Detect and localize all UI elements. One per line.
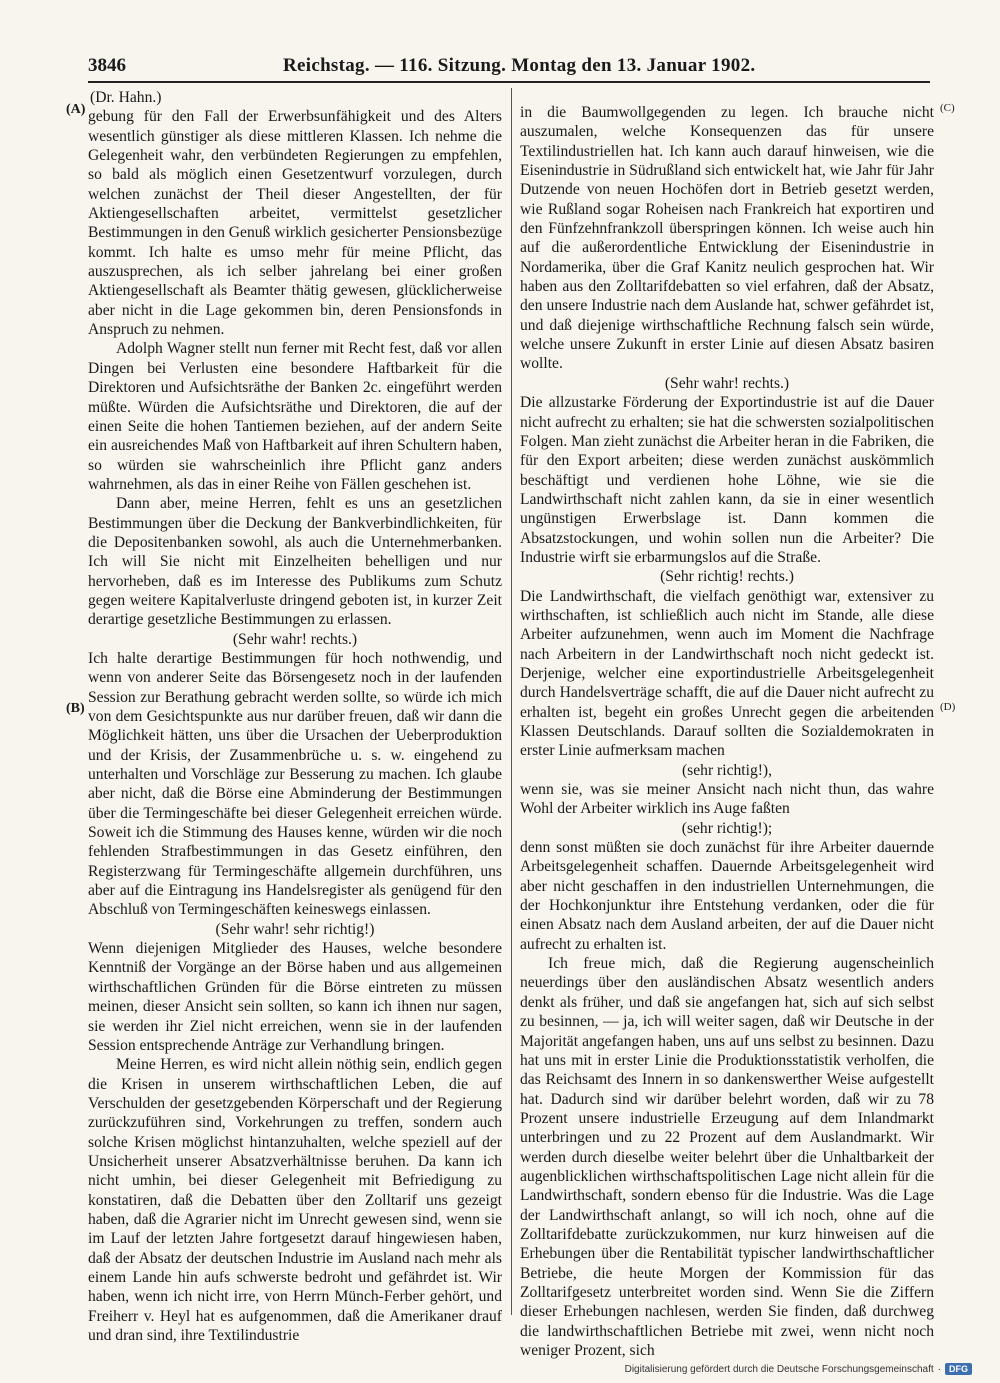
margin-marker-b: (B) [66, 701, 85, 716]
dfg-logo-icon: DFG [945, 1363, 972, 1375]
page-number: 3846 [88, 55, 126, 76]
paragraph: wenn sie, was sie meiner Ansicht nach nicht thun, das wahre Wohl der Arbeiter wirklich ins Auge faßten [520, 781, 934, 818]
speaker-label: (Dr. Hahn.) [90, 89, 162, 106]
paragraph: gebung für den Fall der Erwerbsunfähigkeit und des Alters wesentlich günstiger als diese mittleren Klassen. Ich nehme die Gelegenheit wahr, den verbündeten Regierungen zu empfehlen, so bald als möglich einen Gesetzentwurf vorzulegen, durch welchen zunächst der Theil dieser Angestellten, der für Aktiengesellschaften arbeitet, vermittelst gesetzlicher Bestimmungen in den Genuß wirklich gesicherter Pensionsbezüge kommt. Ich halte es umso mehr für meine Pflicht, das auszusprechen, als ich selber jahrelang bei einer großen Aktiengesellschaft als Beamter thätig gewesen, glücklicherweise aber nicht in die Lage gekommen bin, deren Pensionsfonds in Anspruch zu nehmen. [88, 108, 503, 339]
paragraph: Ich halte derartige Bestimmungen für hoch nothwendig, und wenn von anderer Seite das Börsengesetz noch in der laufenden Session zur Berathung gebracht werden sollte, so würde ich mich von dem Gesichtspunkte aus nur darüber freuen, daß wir dann die Möglichkeit hätten, uns über die Ursachen der Ueberproduktion und der Krisis, der Zusammenbrüche u. s. w. eingehend zu unterhalten und Vorschläge zur Besserung zu machen. Ich glaube aber nicht, daß die Börse eine Abminderung der Bestimmungen über die Termingeschäfte bei dieser Gelegenheit erreichen würde. Soweit ich die Stimmung des Hauses kenne, würden wir die noch fehlenden Strafbestimmungen in das Gesetz einführen, den Registerzwang für Termingeschäfte allgemein durchführen, uns aber auf die Eintragung ins Handelsregister als genügend für den Abschluß von Termingeschäften keineswegs einlassen. [88, 649, 502, 919]
paragraph: Die Landwirthschaft, die vielfach genöthigt war, extensiver zu wirthschaften, ist schließlich auch nicht im Stande, alle diese Arbeiter aufzunehmen, wenn auch im Moment die Nachfrage nach Arbeitern in der Landwirthschaft noch nicht gedeckt ist. Derjenige, welcher eine exportindustrielle Arbeitsgelegenheit durch Handelsverträge schafft, die auf die Dauer nicht aufrecht zu erhalten ist, begeht ein großes Unrecht gegen die arbeitenden Klassen Deutschlands. Darauf sollten die Sozialdemokraten in erster Linie aufmerksam machen [520, 587, 934, 760]
margin-marker-c: (C) [940, 102, 955, 114]
footer-credit: Digitalisierung gefördert durch die Deutsche Forschungsgemeinschaft · DFG [625, 1362, 972, 1376]
paragraph: Die allzustarke Förderung der Exportindustrie ist auf die Dauer nicht aufrecht zu erhalten; sie hat die schwersten sozialpolitischen Folgen. Man zieht zunächst die Arbeiter heran in die Fabriken, die für den Export arbeiten; diese werden zunächst auskömmlich beschäftigt und verdienen hohe Löhne, wie sie die Landwirthschaft nicht zahlen kann, da sie in einer wesentlich ungünstigen Erwerbslage ist. Dann kommen die Absatzstockungen, und wohin sollen nun die Arbeiter? Die Industrie wirft sie erbarmungslos auf die Straße. [520, 394, 934, 566]
paragraph: Meine Herren, es wird nicht allein nöthig sein, endlich gegen die Krisen in unserem wirthschaftlichen Leben, die auf Verschulden der gesetzgebenden Körperschaft und der Regierung zurückzuführen sind, Vorkehrungen zu treffen, sondern auch solche Krisen möglichst hintanzuhalten, welche speziell auf der Unsicherheit unserer Absatzverhältnisse beruhen. Da kann ich nicht umhin, bei dieser Gelegenheit mit Befriedigung zu konstatiren, daß die Debatten über den Zolltarif uns gezeigt haben, daß die Agrarier nicht im Unrecht gewesen sind, wenn sie im Lauf der letzten Jahre fortgesetzt darauf hingewiesen haben, daß der Absatz der deutschen Industrie im Ausland nach mehr als einem Lande hin aufs schwerste bedroht und gefährdet ist. Wir haben, wenn ich nicht irre, von Herrn Münch-Ferber gehört, und Freiherr v. Heyl hat es aufgenommen, daß die Amerikaner drauf und dran sind, ihre Textilindustrie [88, 1056, 502, 1344]
margin-marker-a: (A) [66, 102, 86, 117]
interjection: (Sehr wahr! rechts.) [232, 630, 358, 648]
left-column [88, 88, 502, 1345]
paragraph: denn sonst müßten sie doch zunächst für ihre Arbeiter dauernde Arbeitsgelegenheit schaffen. Dauernde Arbeitsgelegenheit wird aber nicht geschaffen in den industriellen Unternehmungen, die der Hochkonjunktur ihre Entstehung verdanken, oder die für einen Absatz nach dem Ausland arbeiten, der auf die Dauer nicht aufrecht zu erhalten ist. [520, 839, 934, 953]
header-rule [88, 81, 930, 83]
paragraph: Adolph Wagner stellt nun ferner mit Recht fest, daß vor allen Dingen bei Verlusten eine besondere Haftbarkeit für die Direktoren und Aufsichtsräthe der Banken 2c. eingeführt werden müßte. Würden die Aufsichtsräthe und Direktoren, die auf der einen Seite die hohen Tantiemen beziehen, auf der andern Seite ein ausreichendes Maß von Haftbarkeit auf ihren Schultern haben, so würden sie wahrscheinlich ihre Pflicht ganz anders wahrnehmen, als das in einer Reihe von Fällen geschehen ist. [88, 340, 502, 493]
paragraph: Wenn diejenigen Mitglieder des Hauses, welche besondere Kenntniß der Vorgänge an der Börse haben und aus allgemeinen wirthschaftlichen Gründen für die Börse eintreten zu müssen meinen, dieser Ansicht sein sollten, so kann ich ihnen nur sagen, sie werden ihr Ziel nicht erreichen, wenn sie in der laufenden Session entsprechende Anträge zur Verhandlung bringen. [88, 940, 502, 1054]
paragraph: in die Baumwollgegenden zu legen. Ich brauche nicht auszumalen, welche Konsequenzen das für unsere Textilindustriellen hat. Ich kann auch darauf hinweisen, wie die Eisenindustrie in Südrußland sich entwickelt hat, wie Jahr für Jahr Dutzende von neuen Hochöfen dort in Betrieb gesetzt werden, wie Rußland sogar Roheisen nach Frankreich hat exportiren und den Fünfzehnfrankzoll überspringen können. Ich weise auch hin auf die außerordentliche Entwicklung der Eisenindustrie in Nordamerika, über die Graf Kanitz neulich gesprochen hat. Wir haben aus den Zolltarifdebatten so viel erfahren, daß der Absatz, den unsere Industrie nach dem Auslande hat, schwer gefährdet ist, und daß diejenige wirthschaftliche Rechnung falsch sein würde, welche unsere Zukunft in erster Linie auf diesen Absatz basiren wollte. [520, 104, 935, 373]
paragraph: Dann aber, meine Herren, fehlt es uns an gesetzlichen Bestimmungen über die Deckung der Bankverbindlichkeiten, für die Depositenbanken sowohl, als auch die Unternehmerbanken. Ich will Sie nicht mit Einzelheiten behelligen und nur hervorheben, daß es im Interesse des Publikums zum Schutz gegen weitere Kapitalverluste dringend geboten ist, in kurzer Zeit derartige gesetzliche Bestimmungen zu erlassen. [88, 495, 502, 629]
interjection: (Sehr wahr! rechts.) [664, 374, 790, 392]
margin-marker-d: (D) [940, 701, 956, 713]
interjection: (Sehr richtig! rechts.) [660, 568, 794, 586]
interjection: (sehr richtig!); [681, 819, 773, 837]
interjection: (Sehr wahr! sehr richtig!) [215, 920, 375, 938]
running-title: Reichstag. — 116. Sitzung. Montag den 13. Januar 1902. [283, 55, 756, 76]
page-header [88, 55, 928, 79]
paragraph: Ich freue mich, daß die Regierung augenscheinlich neuerdings über den ausländischen Absatz wesentlich anders denkt als früher, und daß sie angefangen hat, sich auf sich selbst zu besinnen, — ja, ich will weiter sagen, daß wir Deutsche in der Majorität angefangen haben, uns auf uns selbst zu besinnen. Dazu hat uns mit in erster Linie die Produktionsstatistik verholfen, die das Reichsamt des Innern in so dankenswerther Weise aufgestellt hat. Dadurch sind wir darüber belehrt worden, daß wir zu 78 Prozent unsere industrielle Erzeugung auf dem Inlandmarkt unterbringen und zu 22 Prozent auf dem Auslandmarkt. Wir werden durch dieselbe weiter belehrt über die Unhaltbarkeit der augenblicklichen wirthschaftspolitischen Lage nicht allein für die Landwirthschaft, sondern ebenso für die Industrie. Was die Lage der Landwirthschaft anlangt, so will ich noch, ohne auf die Zolltarifdebatte zurückzukommen, nur kurz hinweisen auf die Erhebungen über die Rentabilität typischer landwirthschaftlicher Betriebe, die heute Morgen der Kommission für das Zolltarifgesetz unterbreitet worden sind. Wenn Sie die Ziffern dieser Erhebungen nachlesen, werden Sie finden, daß durchweg die landwirthschaftlichen Betriebe mit zwei, wenn nicht noch weniger Prozent, sich [520, 955, 934, 1359]
right-column [520, 103, 934, 1360]
footer-text: Digitalisierung gefördert durch die Deutsche Forschungsgemeinschaft [624, 1363, 934, 1375]
interjection: (sehr richtig!), [681, 761, 773, 779]
column-divider [511, 88, 512, 1315]
